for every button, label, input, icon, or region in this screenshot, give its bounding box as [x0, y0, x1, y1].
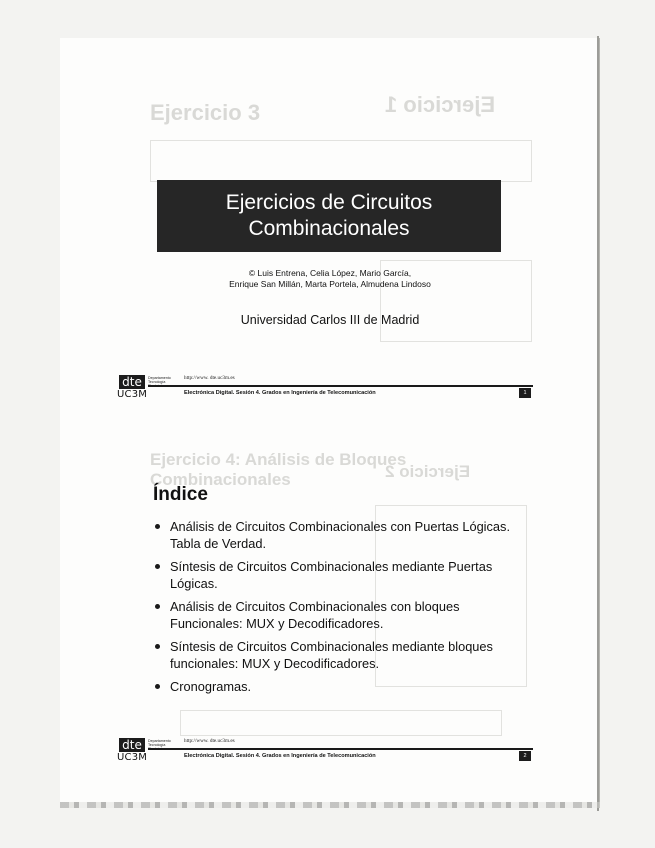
slide1-university: Universidad Carlos III de Madrid	[240, 313, 420, 327]
index-item-text: Análisis de Circuitos Combinacionales con Puertas Lógicas. Tabla de Verdad.	[170, 519, 510, 551]
footer-url: http://www. dte.uc3m.es	[184, 375, 235, 381]
index-item	[155, 558, 515, 592]
page-number-badge: 1	[519, 388, 531, 398]
bleed-box-top	[150, 140, 532, 182]
logo-dte-text: dte	[119, 375, 145, 389]
slide1-footer	[119, 375, 533, 411]
department-name	[148, 376, 171, 389]
dept-line1: Departamento	[148, 739, 171, 743]
bleed-title-ejercicio-4-line1: Ejercicio 4: Análisis de Bloques	[150, 450, 407, 469]
logo-dte-text: dte	[119, 738, 145, 752]
slide1-title-box	[157, 180, 501, 252]
logo-uc3m-text: UC3M	[117, 752, 148, 763]
slide1-authors-line2: Enrique San Millán, Marta Portela, Almudena Lindoso	[229, 279, 431, 289]
bleed-title-ejercicio-3: Ejercicio 3	[150, 100, 261, 125]
footer-rule	[148, 748, 533, 750]
index-item-text: Análisis de Circuitos Combinacionales con bloques Funcionales: MUX y Decodificadores.	[170, 599, 460, 631]
slide2-footer	[119, 738, 533, 774]
slide1-title-line1: Ejercicios de Circuitos	[225, 191, 433, 214]
footer-course: Electrónica Digital. Sesión 4. Grados en Ingeniería de Telecomunicación	[184, 390, 376, 396]
slide2-heading: Índice	[153, 484, 208, 505]
bleed-title-ejercicio-4-line2: Combinacionales	[150, 470, 291, 489]
page-number-badge: 2	[519, 751, 531, 761]
bullet-icon	[155, 524, 160, 529]
logo-uc3m-text: UC3M	[117, 389, 148, 400]
index-list	[155, 518, 515, 701]
page-edge	[597, 36, 599, 811]
bullet-icon	[155, 564, 160, 569]
department-name	[148, 739, 171, 752]
index-item-text: Síntesis de Circuitos Combinacionales mediante bloques funcionales: MUX y Decodificadores.	[170, 639, 493, 671]
index-item	[155, 678, 515, 695]
bleed-box-bottom	[180, 710, 502, 736]
slide1-title-line2: Combinacionales	[248, 217, 410, 240]
index-item-text: Cronogramas.	[170, 679, 252, 694]
dept-line2: Tecnología	[148, 380, 166, 385]
footer-rule	[148, 385, 533, 387]
bleed-title-ejercicio-1: Ejercicio 1	[385, 92, 496, 117]
bullet-icon	[155, 644, 160, 649]
index-item	[155, 518, 515, 552]
bleed-title-ejercicio-2: Ejercicio 2	[385, 462, 471, 481]
bullet-icon	[155, 684, 160, 689]
footer-url: http://www. dte.uc3m.es	[184, 738, 235, 744]
scan-artifact-streak	[60, 802, 600, 808]
index-item	[155, 638, 515, 672]
dte-uc3m-logo	[117, 738, 148, 764]
dte-uc3m-logo	[117, 375, 148, 401]
slide1-authors-line1: © Luis Entrena, Celia López, Mario García,	[248, 268, 412, 278]
dept-line2: Tecnología	[148, 743, 166, 748]
index-item-text: Síntesis de Circuitos Combinacionales mediante Puertas Lógicas.	[170, 559, 493, 591]
dept-line1: Departamento	[148, 376, 171, 380]
index-item	[155, 598, 515, 632]
bullet-icon	[155, 604, 160, 609]
footer-course: Electrónica Digital. Sesión 4. Grados en Ingeniería de Telecomunicación	[184, 753, 376, 759]
